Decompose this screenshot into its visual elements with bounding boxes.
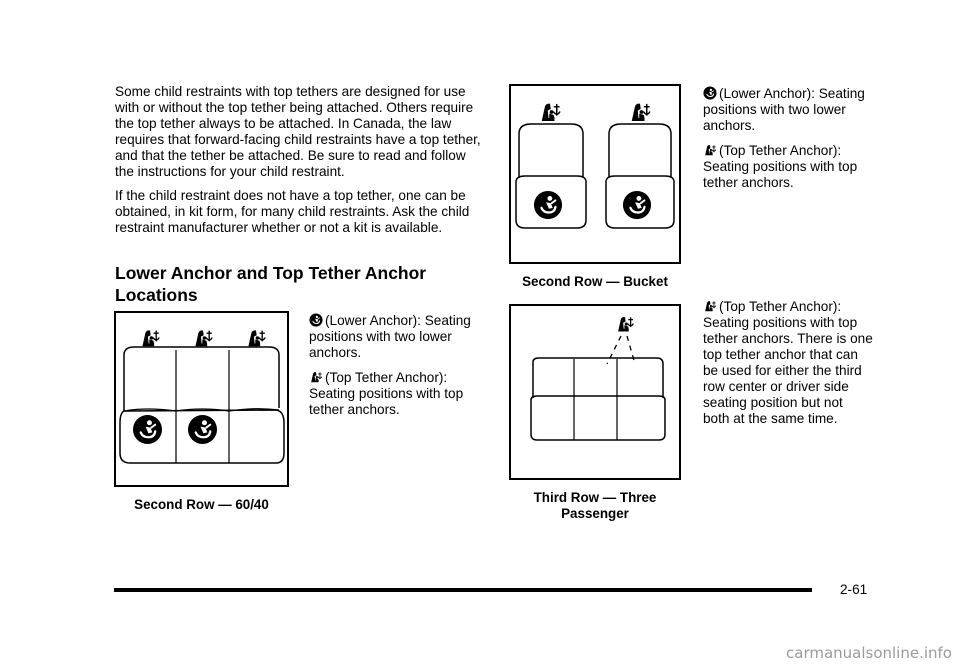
lower-anchor-icon bbox=[309, 313, 323, 327]
lower-anchor-icon bbox=[623, 191, 651, 219]
lower-anchor-icon bbox=[703, 86, 717, 100]
top-tether-icon bbox=[703, 299, 717, 313]
top-tether-icon bbox=[309, 370, 323, 384]
body-paragraph-2: If the child restraint does not have a top tether, one can be obtained, in kit form, for many child restraints. Ask the child restraint manufacturer whether or not a kit is available. bbox=[115, 188, 470, 235]
footer-rule bbox=[114, 588, 812, 592]
figure-caption: Second Row — Bucket bbox=[522, 274, 668, 289]
top-tether-icon bbox=[632, 104, 650, 121]
lower-anchor-label: (Lower Anchor): Seating positions with two lower anchors. bbox=[703, 86, 865, 133]
top-tether-icon bbox=[542, 104, 560, 121]
top-tether-icon bbox=[142, 330, 159, 346]
page-number: 2-61 bbox=[840, 582, 868, 597]
lower-anchor-legend bbox=[703, 86, 878, 134]
figure-second-row-60-40 bbox=[114, 311, 289, 487]
lower-anchor-label: (Lower Anchor): Seating positions with two lower anchors. bbox=[309, 313, 471, 360]
top-tether-label: (Top Tether Anchor): Seating positions with top tether anchors. bbox=[703, 143, 858, 190]
top-tether-legend bbox=[703, 143, 878, 191]
figure-caption: Second Row — 60/40 bbox=[134, 497, 269, 512]
section-heading: Lower Anchor and Top Tether Anchor Locations bbox=[115, 263, 427, 305]
legend-block bbox=[703, 86, 878, 191]
top-tether-icon bbox=[618, 317, 633, 331]
body-paragraph-1: Some child restraints with top tethers are designed for use with or without the top tether being attached. Others require the top tether always to be attached. In Canada, the law requires that forward-facing child restraints have a top tether, and that the tether be attached. Be sure to read and follow the instructions for your child restraint. bbox=[115, 84, 481, 179]
legend-block bbox=[309, 313, 484, 418]
watermark: carmanualsonline.info bbox=[786, 644, 952, 662]
legend-block bbox=[703, 299, 873, 427]
top-tether-legend bbox=[309, 370, 484, 418]
top-tether-legend bbox=[703, 299, 873, 427]
top-tether-label: (Top Tether Anchor): Seating positions with top tether anchors. There is one top tether anchor that can be used for either the third row center or driver side seating position but not both at the same time. bbox=[703, 299, 873, 426]
lower-anchor-icon bbox=[133, 415, 162, 444]
top-tether-icon bbox=[248, 330, 265, 346]
lower-anchor-icon bbox=[534, 191, 562, 219]
top-tether-label: (Top Tether Anchor): Seating positions with top tether anchors. bbox=[309, 370, 464, 417]
figure-second-row-bucket bbox=[509, 84, 681, 264]
top-tether-icon bbox=[195, 330, 212, 346]
lower-anchor-legend bbox=[309, 313, 484, 361]
lower-anchor-icon bbox=[188, 415, 217, 444]
figure-caption: Third Row — Three Passenger bbox=[533, 490, 657, 521]
top-tether-icon bbox=[703, 143, 717, 157]
figure-third-row bbox=[509, 304, 681, 480]
